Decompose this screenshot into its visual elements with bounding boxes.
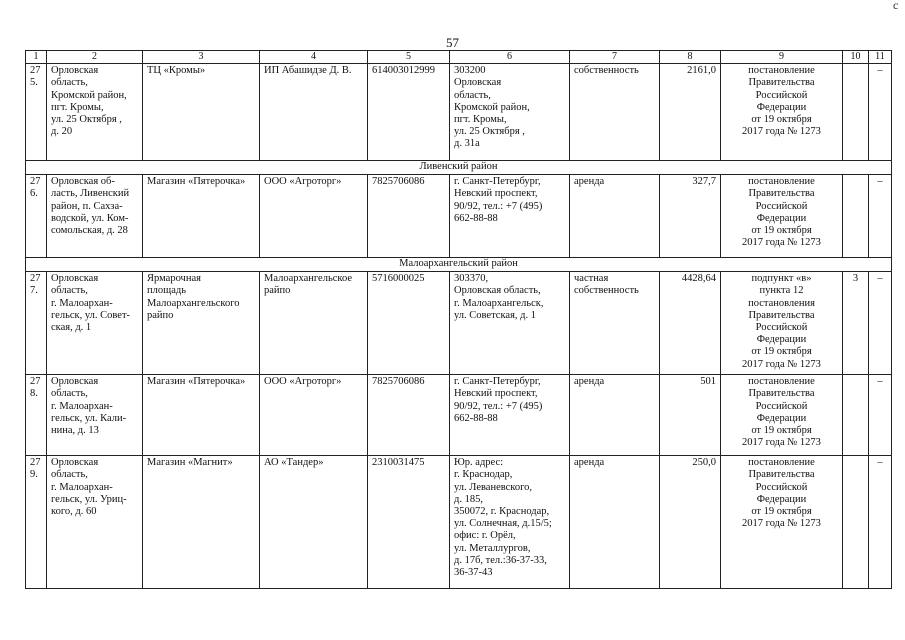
table-row xyxy=(26,175,892,258)
owner-name: Малоархангельское райпо xyxy=(260,272,368,375)
object-address: Орловская область, г. Малоархан- гельск, ул. Кали- нина, д. 13 xyxy=(47,375,143,456)
col-header-7: 7 xyxy=(570,51,660,64)
owner-address: 303370, Орловская область, г. Малоархангельск, ул. Советская, д. 1 xyxy=(450,272,570,375)
owner-name: ООО «Агроторг» xyxy=(260,175,368,258)
legal-document: постановление Правительства Российской Федерации от 19 октября 2017 года № 1273 xyxy=(721,456,843,589)
col-10-value xyxy=(843,64,869,161)
registry-table xyxy=(25,50,892,589)
area: 327,7 xyxy=(660,175,721,258)
section-title: Ливенский район xyxy=(26,161,892,175)
ownership-right: частная собственность xyxy=(570,272,660,375)
col-11-value: – xyxy=(869,456,892,589)
object-name: Магазин «Пятерочка» xyxy=(143,175,260,258)
legal-document: подпункт «в» пункта 12 постановления Правительства Российской Федерации от 19 октября 2017 года № 1273 xyxy=(721,272,843,375)
row-number: 277. xyxy=(26,272,47,375)
section-row xyxy=(26,258,892,272)
object-name: Ярмарочная площадь Малоархангельского райпо xyxy=(143,272,260,375)
col-header-11: 11 xyxy=(869,51,892,64)
inn: 5716000025 xyxy=(368,272,450,375)
section-title: Малоархангельский район xyxy=(26,258,892,272)
owner-address: Юр. адрес: г. Краснодар, ул. Леваневского, д. 185, 350072, г. Краснодар, ул. Солнечная, д.15/5; офис: г. Орёл, ул. Металлургов, д. 17б, тел.:36-37-33, 36-37-43 xyxy=(450,456,570,589)
row-number: 276. xyxy=(26,175,47,258)
owner-address: г. Санкт-Петербург, Невский проспект, 90/92, тел.: +7 (495) 662-88-88 xyxy=(450,375,570,456)
col-11-value: – xyxy=(869,64,892,161)
row-number: 275. xyxy=(26,64,47,161)
object-address: Орловская область, г. Малоархан- гельск, ул. Уриц- кого, д. 60 xyxy=(47,456,143,589)
inn: 614003012999 xyxy=(368,64,450,161)
inn: 7825706086 xyxy=(368,175,450,258)
legal-document: постановление Правительства Российской Федерации от 19 октября 2017 года № 1273 xyxy=(721,64,843,161)
ownership-right: аренда xyxy=(570,175,660,258)
owner-name: АО «Тандер» xyxy=(260,456,368,589)
ownership-right: аренда xyxy=(570,375,660,456)
col-header-8: 8 xyxy=(660,51,721,64)
area: 4428,64 xyxy=(660,272,721,375)
owner-name: ИП Абашидзе Д. В. xyxy=(260,64,368,161)
col-header-2: 2 xyxy=(47,51,143,64)
col-11-value: – xyxy=(869,375,892,456)
inn: 2310031475 xyxy=(368,456,450,589)
object-address: Орловская область, г. Малоархан- гельск, ул. Совет- ская, д. 1 xyxy=(47,272,143,375)
table-row xyxy=(26,64,892,161)
legal-document: постановление Правительства Российской Федерации от 19 октября 2017 года № 1273 xyxy=(721,175,843,258)
col-11-value: – xyxy=(869,272,892,375)
col-header-9: 9 xyxy=(721,51,843,64)
object-name: Магазин «Пятерочка» xyxy=(143,375,260,456)
col-10-value xyxy=(843,375,869,456)
object-address: Орловская об- ласть, Ливенский район, п. Сахза- водской, ул. Ком- сомольская, д. 28 xyxy=(47,175,143,258)
area: 2161,0 xyxy=(660,64,721,161)
col-header-10: 10 xyxy=(843,51,869,64)
col-header-3: 3 xyxy=(143,51,260,64)
row-number: 279. xyxy=(26,456,47,589)
owner-name: ООО «Агроторг» xyxy=(260,375,368,456)
col-10-value xyxy=(843,175,869,258)
page-number: 57 xyxy=(446,35,459,50)
owner-address: г. Санкт-Петербург, Невский проспект, 90/92, тел.: +7 (495) 662-88-88 xyxy=(450,175,570,258)
object-name: ТЦ «Кромы» xyxy=(143,64,260,161)
col-11-value: – xyxy=(869,175,892,258)
col-header-5: 5 xyxy=(368,51,450,64)
table-row xyxy=(26,272,892,375)
inn: 7825706086 xyxy=(368,375,450,456)
table-row xyxy=(26,375,892,456)
ownership-right: собственность xyxy=(570,64,660,161)
object-address: Орловская область, Кромской район, пгт. Кромы, ул. 25 Октября , д. 20 xyxy=(47,64,143,161)
col-10-value: 3 xyxy=(843,272,869,375)
col-header-6: 6 xyxy=(450,51,570,64)
row-number: 278. xyxy=(26,375,47,456)
table-row xyxy=(26,456,892,589)
corner-mark: с xyxy=(893,0,899,12)
area: 250,0 xyxy=(660,456,721,589)
legal-document: постановление Правительства Российской Федерации от 19 октября 2017 года № 1273 xyxy=(721,375,843,456)
col-10-value xyxy=(843,456,869,589)
owner-address: 303200 Орловская область, Кромской район, пгт. Кромы, ул. 25 Октября , д. 31а xyxy=(450,64,570,161)
section-row xyxy=(26,161,892,175)
ownership-right: аренда xyxy=(570,456,660,589)
area: 501 xyxy=(660,375,721,456)
col-header-4: 4 xyxy=(260,51,368,64)
column-number-row xyxy=(26,51,892,64)
object-name: Магазин «Магнит» xyxy=(143,456,260,589)
col-header-1: 1 xyxy=(26,51,47,64)
